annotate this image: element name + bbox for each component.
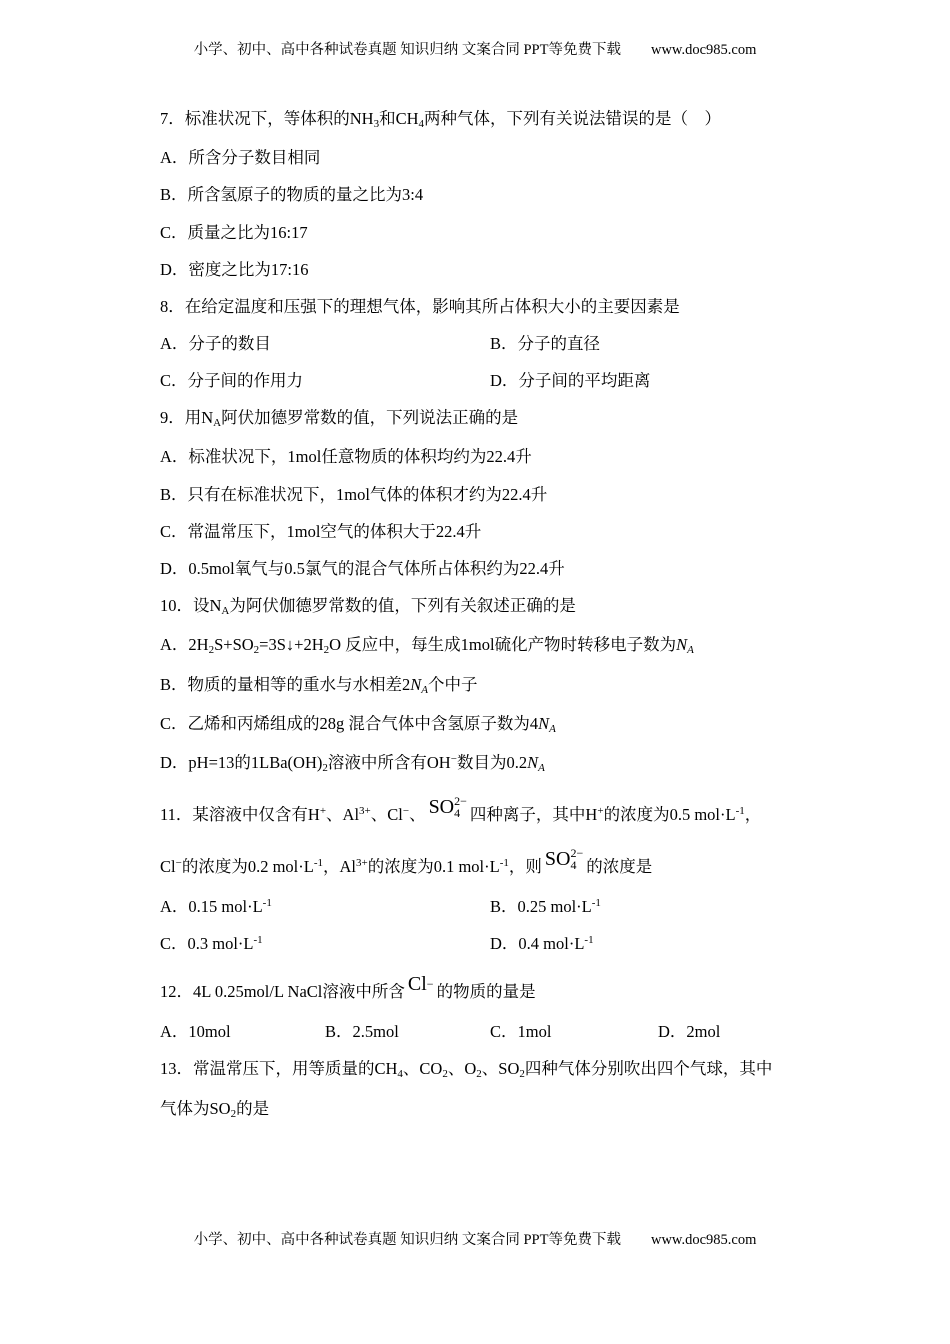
text-cell xyxy=(160,594,576,619)
text-cell xyxy=(160,406,518,431)
text-segment: − xyxy=(402,804,410,817)
text-segment: D．pH=13的1LBa(OH) xyxy=(160,753,323,773)
text-cell xyxy=(160,751,545,776)
text-cell xyxy=(160,793,762,826)
text-line xyxy=(160,288,810,325)
footer-text: 小学、初中、高中各种试卷真题 知识归纳 文案合同 PPT等免费下载 xyxy=(193,1232,621,1248)
text-line xyxy=(160,744,810,783)
text-line xyxy=(160,925,810,962)
header-text: 小学、初中、高中各种试卷真题 知识归纳 文案合同 PPT等免费下载 xyxy=(193,42,621,58)
text-segment: 4 xyxy=(397,1068,403,1081)
text-cell xyxy=(160,107,721,132)
text-segment: B．分子的直径 xyxy=(490,333,601,353)
text-segment: C．1mol xyxy=(490,1022,552,1042)
text-segment: ，Al xyxy=(322,856,356,876)
text-segment: 10．设N xyxy=(160,595,222,615)
text-segment: 2 xyxy=(476,1068,482,1081)
text-segment: -1 xyxy=(253,934,263,947)
text-cell xyxy=(160,845,653,878)
text-segment: 、SO xyxy=(481,1059,520,1079)
text-segment: D．密度之比为17:16 xyxy=(160,259,309,279)
text-cell xyxy=(160,973,536,1003)
text-segment: -1 xyxy=(262,896,272,909)
text-segment: 2 xyxy=(208,644,215,657)
text-segment: N xyxy=(410,674,422,694)
text-segment: 9．用N xyxy=(160,408,214,428)
text-segment: 2 xyxy=(253,644,260,657)
text-segment: A xyxy=(687,644,694,657)
text-line xyxy=(160,587,810,626)
text-cell xyxy=(490,895,601,918)
text-cell xyxy=(160,673,478,698)
text-segment: B．0.25 mol·L xyxy=(490,896,592,916)
text-segment: 4 xyxy=(418,118,425,130)
text-segment: 和CH xyxy=(379,109,419,128)
text-cell xyxy=(490,332,600,355)
text-line xyxy=(160,325,810,362)
text-cell xyxy=(160,1020,325,1043)
text-segment: 2 xyxy=(442,1068,448,1081)
text-cell xyxy=(160,712,556,737)
text-segment: 11．某溶液中仅含有H xyxy=(160,804,320,824)
text-segment: 13．常温常压下，用等质量的CH xyxy=(160,1059,398,1079)
text-segment: A xyxy=(221,604,230,617)
text-segment: -1 xyxy=(591,896,601,909)
header-url: www.doc985.com xyxy=(650,42,757,58)
text-line xyxy=(160,214,810,251)
chem-formula: SO 2− 4 xyxy=(544,845,584,872)
text-segment: A xyxy=(421,683,429,696)
text-segment: 个中子 xyxy=(428,674,478,694)
text-segment: 、CO xyxy=(402,1059,443,1079)
text-segment: 3 xyxy=(373,118,380,130)
text-cell xyxy=(658,1020,720,1043)
text-segment: − xyxy=(450,753,457,766)
text-line xyxy=(160,962,810,1013)
text-segment: B．物质的量相等的重水与水相差2 xyxy=(160,674,411,694)
text-line xyxy=(160,176,810,213)
text-line xyxy=(160,1013,810,1050)
text-segment: 2 xyxy=(230,1107,237,1120)
text-segment: D．分子间的平均距离 xyxy=(490,370,651,390)
text-segment: D．2mol xyxy=(658,1022,721,1042)
text-segment: 的物质的量是 xyxy=(436,982,536,1002)
text-segment: D．0.4 mol·L xyxy=(490,934,585,954)
text-segment: 的浓度是 xyxy=(586,856,653,876)
text-segment: 的浓度为0.5 mol·L xyxy=(603,804,736,824)
text-segment: 气体为SO xyxy=(160,1098,231,1118)
text-cell xyxy=(160,557,565,580)
text-cell xyxy=(160,221,308,244)
text-cell xyxy=(160,332,490,355)
text-segment: B．只有在标准状况下，1mol气体的体积才约为22.4升 xyxy=(160,484,548,504)
text-segment: N xyxy=(538,713,550,733)
text-segment: A xyxy=(549,722,556,735)
text-segment: A．0.15 mol·L xyxy=(160,896,263,916)
text-cell xyxy=(160,295,680,318)
text-segment: N xyxy=(676,635,688,655)
text-segment: 2 xyxy=(322,762,328,775)
text-line xyxy=(160,784,810,836)
text-cell xyxy=(160,633,694,658)
text-segment: B．2.5mol xyxy=(325,1022,399,1042)
text-segment: 3+ xyxy=(359,804,371,817)
text-segment: 8．在给定温度和压强下的理想气体，影响其所占体积大小的主要因素是 xyxy=(160,296,680,316)
question-12 xyxy=(160,962,810,1050)
text-segment: − xyxy=(175,856,182,869)
text-line xyxy=(160,438,810,475)
text-segment: 的浓度为0.1 mol·L xyxy=(367,856,500,876)
exam-questions xyxy=(160,100,810,1129)
text-segment: 3+ xyxy=(355,856,368,869)
text-cell xyxy=(160,183,423,206)
text-segment: A．标准状况下，1mol任意物质的体积均约为22.4升 xyxy=(160,447,532,467)
text-cell xyxy=(160,258,309,281)
text-line xyxy=(160,251,810,288)
question-8 xyxy=(160,288,810,399)
text-segment: C．常温常压下，1mol空气的体积大于22.4升 xyxy=(160,521,482,541)
text-cell xyxy=(490,369,650,392)
text-line xyxy=(160,836,810,888)
text-segment: 、O xyxy=(447,1059,477,1079)
text-segment: A．2H xyxy=(160,635,209,655)
question-11 xyxy=(160,784,810,962)
question-13 xyxy=(160,1050,810,1129)
text-line xyxy=(160,550,810,587)
text-segment: Cl xyxy=(160,856,176,876)
text-segment: 2 xyxy=(519,1068,525,1081)
text-segment: 、Al xyxy=(326,804,360,824)
text-segment: N xyxy=(527,753,539,773)
text-line xyxy=(160,626,810,665)
text-cell xyxy=(160,932,490,955)
text-segment: 溶液中所含有OH xyxy=(327,753,451,773)
text-segment: 为阿伏伽德罗常数的值，下列有关叙述正确的是 xyxy=(229,595,576,615)
text-segment: 的浓度为0.2 mol·L xyxy=(181,856,314,876)
text-cell xyxy=(160,445,532,468)
text-line xyxy=(160,1090,810,1129)
text-segment: O 反应中，每生成1mol硫化产物时转移电子数为 xyxy=(329,635,677,655)
text-segment: C．分子间的作用力 xyxy=(160,370,304,390)
text-segment: A．分子的数目 xyxy=(160,333,271,353)
text-segment: ， xyxy=(744,804,762,824)
text-segment: -1 xyxy=(584,934,594,947)
text-segment: 12．4L 0.25mol/L NaCl溶液中所含 xyxy=(160,982,405,1002)
chem-formula: Cl − xyxy=(407,973,434,996)
text-cell xyxy=(160,1057,772,1082)
text-line xyxy=(160,513,810,550)
text-segment: A xyxy=(538,762,545,775)
question-10 xyxy=(160,587,810,784)
question-9 xyxy=(160,399,810,587)
page-header xyxy=(0,38,950,59)
text-segment: C．乙烯和丙烯组成的28g 混合气体中含氢原子数为4 xyxy=(160,713,539,733)
footer-url: www.doc985.com xyxy=(650,1232,757,1248)
text-cell xyxy=(160,520,481,543)
text-segment: =3S↓+2H xyxy=(259,635,324,655)
text-line xyxy=(160,362,810,399)
text-segment: 两种气体，下列有关说法错误的是（ ） xyxy=(424,109,722,128)
text-segment: B．所含氢原子的物质的量之比为3:4 xyxy=(160,185,424,205)
text-segment: D．0.5mol氧气与0.5氯气的混合气体所占体积约为22.4升 xyxy=(160,558,565,578)
text-segment: 、Cl xyxy=(370,804,403,824)
text-segment: + xyxy=(319,804,327,817)
text-cell xyxy=(325,1020,490,1043)
text-segment: 四种气体分别吹出四个气球，其中 xyxy=(524,1059,773,1079)
text-line xyxy=(160,100,810,139)
text-line xyxy=(160,705,810,744)
text-segment: + xyxy=(597,804,604,817)
text-cell xyxy=(160,1097,269,1122)
text-segment: -1 xyxy=(499,856,509,869)
text-cell xyxy=(160,146,320,169)
text-segment: A xyxy=(213,417,222,430)
text-line xyxy=(160,666,810,705)
text-line xyxy=(160,888,810,925)
text-segment: 四种离子，其中H xyxy=(469,804,598,824)
text-line xyxy=(160,139,810,176)
text-segment: 2 xyxy=(323,644,330,657)
text-segment: C．0.3 mol·L xyxy=(160,934,254,954)
chem-formula: SO 2− 4 xyxy=(428,793,467,820)
text-segment: A．10mol xyxy=(160,1022,231,1042)
text-segment: -1 xyxy=(313,856,323,869)
text-segment: ，则 xyxy=(508,856,542,876)
text-segment: 阿伏加德罗常数的值，下列说法正确的是 xyxy=(221,408,519,428)
page-footer xyxy=(0,1228,950,1249)
text-segment: -1 xyxy=(735,804,745,817)
text-cell xyxy=(490,932,594,955)
text-line xyxy=(160,476,810,513)
text-segment: S+SO xyxy=(214,635,254,655)
text-cell xyxy=(490,1020,658,1043)
text-line xyxy=(160,1050,810,1089)
question-7 xyxy=(160,100,810,288)
text-cell xyxy=(160,369,490,392)
text-segment: 数目为0.2 xyxy=(456,753,528,773)
text-cell xyxy=(160,483,547,506)
text-line xyxy=(160,399,810,438)
text-segment: 的是 xyxy=(236,1098,270,1118)
text-cell xyxy=(160,895,490,918)
text-segment: C．质量之比为16:17 xyxy=(160,222,308,242)
text-segment: 7．标准状况下，等体积的NH xyxy=(160,109,374,128)
text-segment: 、 xyxy=(409,804,426,824)
text-segment: A．所含分子数目相同 xyxy=(160,148,321,168)
